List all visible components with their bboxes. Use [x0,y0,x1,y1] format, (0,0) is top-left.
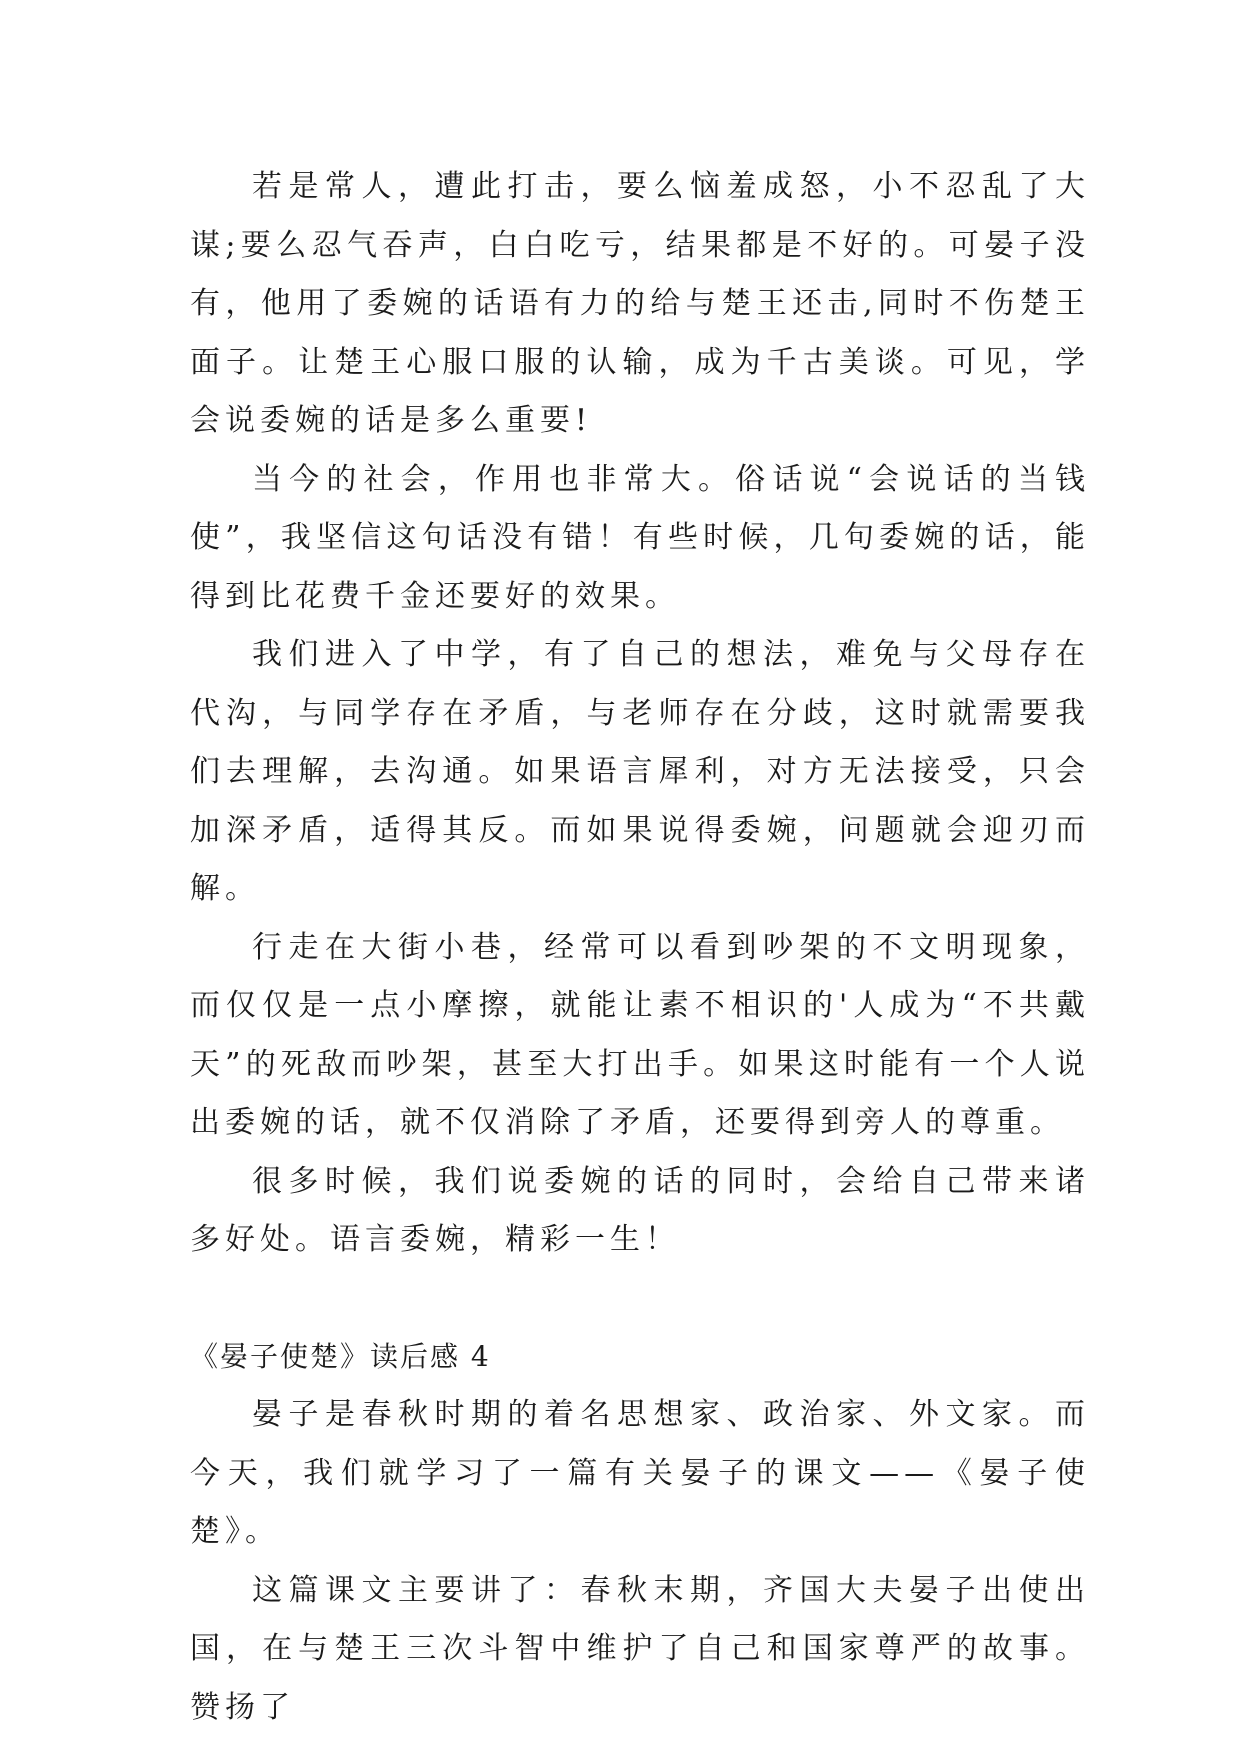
paragraph: 很多时候，我们说委婉的话的同时，会给自己带来诸多好处。语言委婉，精彩一生！ [190,1163,1090,1257]
paragraph: 当今的社会，作用也非常大。俗话说“会说话的当钱使”，我坚信这句话没有错！有些时候，几句委婉的话，能得到比花费千金还要好的效果。 [190,461,1090,614]
document-body [190,158,1090,1737]
section-heading: 《晏子使楚》读后感 4 [190,1339,491,1373]
section-gap [190,1270,1090,1328]
paragraph: 晏子是春秋时期的着名思想家、政治家、外文家。而今天，我们就学习了一篇有关晏子的课文——《晏子使楚》。 [190,1397,1090,1549]
paragraph: 行走在大街小巷，经常可以看到吵架的不文明现象，而仅仅是一点小摩擦，就能让素不相识的'人成为“不共戴天”的死敌而吵架，甚至大打出手。如果这时能有一个人说出委婉的话，就不仅消除了矛盾，还要得到旁人的尊重。 [190,929,1090,1140]
paragraph: 若是常人，遭此打击，要么恼羞成怒，小不忍乱了大谋;要么忍气吞声，白白吃亏，结果都是不好的。可晏子没有，他用了委婉的话语有力的给与楚王还击,同时不伤楚王面子。让楚王心服口服的认输，成为千古美谈。可见，学会说委婉的话是多么重要! [190,169,1090,438]
paragraph: 我们进入了中学，有了自己的想法，难免与父母存在代沟，与同学存在矛盾，与老师存在分歧，这时就需要我们去理解，去沟通。如果语言犀利，对方无法接受，只会加深矛盾，适得其反。而如果说得委婉，问题就会迎刃而解。 [190,637,1090,906]
paragraph: 这篇课文主要讲了：春秋末期，齐国大夫晏子出使出国，在与楚王三次斗智中维护了自己和国家尊严的故事。赞扬了 [190,1572,1090,1725]
